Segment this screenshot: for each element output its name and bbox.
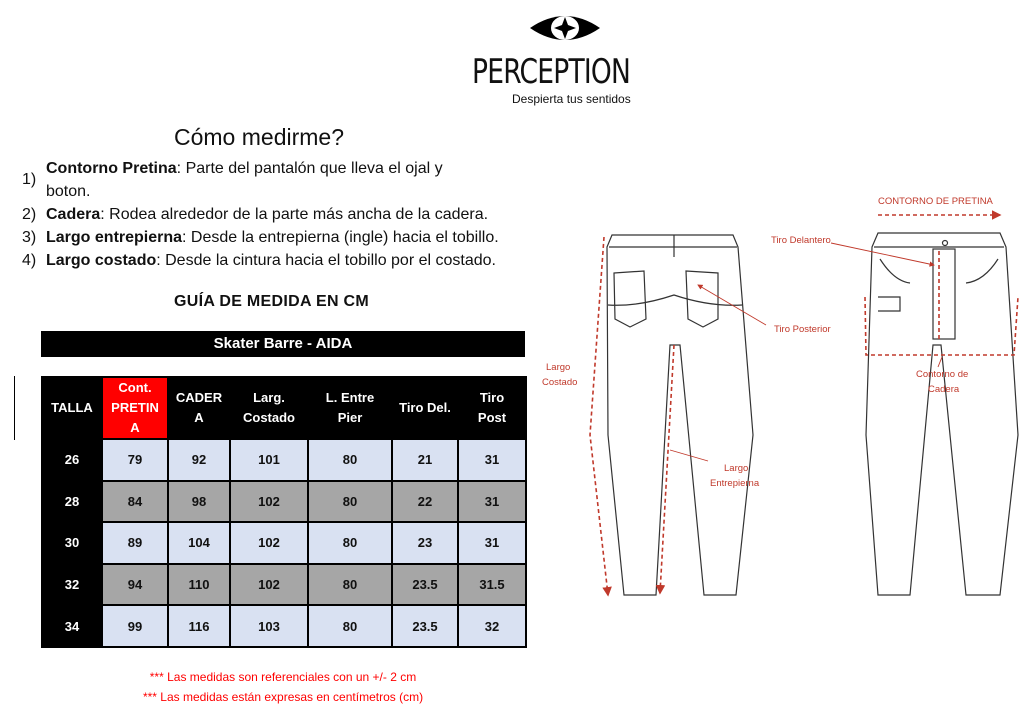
table-cell: 98 <box>168 481 230 523</box>
table-cell: 31 <box>458 522 526 564</box>
table-row <box>42 439 526 481</box>
table-cell: 23.5 <box>392 564 458 606</box>
table-cell: 22 <box>392 481 458 523</box>
divider <box>14 376 15 440</box>
brand-name: PERCEPTION <box>472 52 631 92</box>
label-largo-costado-1: Largo <box>546 362 571 373</box>
size-table <box>41 376 527 648</box>
header-cadera: CADER A <box>168 377 230 439</box>
table-row <box>42 564 526 606</box>
table-cell: 80 <box>308 522 392 564</box>
header-tiro-delantero: Tiro Del. <box>392 377 458 439</box>
table-cell: 99 <box>102 605 168 647</box>
table-cell: 80 <box>308 564 392 606</box>
table-row <box>42 481 526 523</box>
size-cell: 30 <box>42 522 102 564</box>
table-cell: 31.5 <box>458 564 526 606</box>
header-tiro-posterior: Tiro Post <box>458 377 526 439</box>
table-cell: 31 <box>458 439 526 481</box>
header-largo-costado: Larg. Costado <box>230 377 308 439</box>
table-cell: 31 <box>458 481 526 523</box>
table-cell: 21 <box>392 439 458 481</box>
table-cell: 80 <box>308 439 392 481</box>
table-cell: 116 <box>168 605 230 647</box>
label-largo-costado-2: Costado <box>542 377 578 388</box>
size-cell: 32 <box>42 564 102 606</box>
label-largo-entrepierna-2: Entrepierna <box>710 478 760 489</box>
table-cell: 101 <box>230 439 308 481</box>
header-cont-pretina: Cont. PRETIN A <box>102 377 168 439</box>
table-cell: 80 <box>308 605 392 647</box>
label-contorno-cadera-1: Contorno de <box>916 369 969 380</box>
size-cell: 28 <box>42 481 102 523</box>
table-cell: 92 <box>168 439 230 481</box>
table-cell: 102 <box>230 564 308 606</box>
step-item: 1) Contorno Pretina: Parte del pantalón que lleva el ojal y boton. <box>22 160 443 200</box>
table-cell: 102 <box>230 522 308 564</box>
step-item: 2) Cadera: Rodea alrededor de la parte más ancha de la cadera. <box>22 206 489 223</box>
step-item: 3) Largo entrepierna: Desde la entrepierna (ingle) hacia el tobillo. <box>22 229 499 246</box>
measure-steps <box>22 157 542 272</box>
label-tiro-posterior: Tiro Posterior <box>774 324 831 335</box>
size-cell: 26 <box>42 439 102 481</box>
header-largo-entrepierna: L. Entre Pier <box>308 377 392 439</box>
table-cell: 32 <box>458 605 526 647</box>
table-row <box>42 522 526 564</box>
step-item: 4) Largo costado: Desde la cintura hacia el tobillo por el costado. <box>22 252 496 269</box>
label-largo-entrepierna-1: Largo <box>724 463 749 474</box>
table-cell: 102 <box>230 481 308 523</box>
note-units: *** Las medidas están expresas en centímetros (cm) <box>142 690 424 704</box>
table-row <box>42 605 526 647</box>
table-cell: 94 <box>102 564 168 606</box>
table-cell: 23 <box>392 522 458 564</box>
table-cell: 89 <box>102 522 168 564</box>
table-cell: 104 <box>168 522 230 564</box>
brand-tagline: Despierta tus sentidos <box>512 92 631 106</box>
table-cell: 103 <box>230 605 308 647</box>
label-contorno-cadera-2: Cadera <box>928 384 960 395</box>
model-name-bar: Skater Barre - AIDA <box>41 331 525 357</box>
table-cell: 110 <box>168 564 230 606</box>
table-cell: 79 <box>102 439 168 481</box>
table-cell: 80 <box>308 481 392 523</box>
table-header-row <box>42 377 526 439</box>
note-reference: *** Las medidas son referenciales con un +/- 2 cm <box>149 670 417 684</box>
size-cell: 34 <box>42 605 102 647</box>
label-tiro-delantero: Tiro Delantero <box>771 235 831 246</box>
header-talla: TALLA <box>42 377 102 439</box>
table-cell: 23.5 <box>392 605 458 647</box>
pants-measurement-diagram <box>538 185 1028 600</box>
label-contorno-pretina: CONTORNO DE PRETINA <box>878 196 993 207</box>
size-guide-title: GUÍA DE MEDIDA EN CM <box>174 293 370 310</box>
howto-title: Cómo medirme? <box>174 124 344 150</box>
eye-star-icon <box>530 16 600 40</box>
table-cell: 84 <box>102 481 168 523</box>
